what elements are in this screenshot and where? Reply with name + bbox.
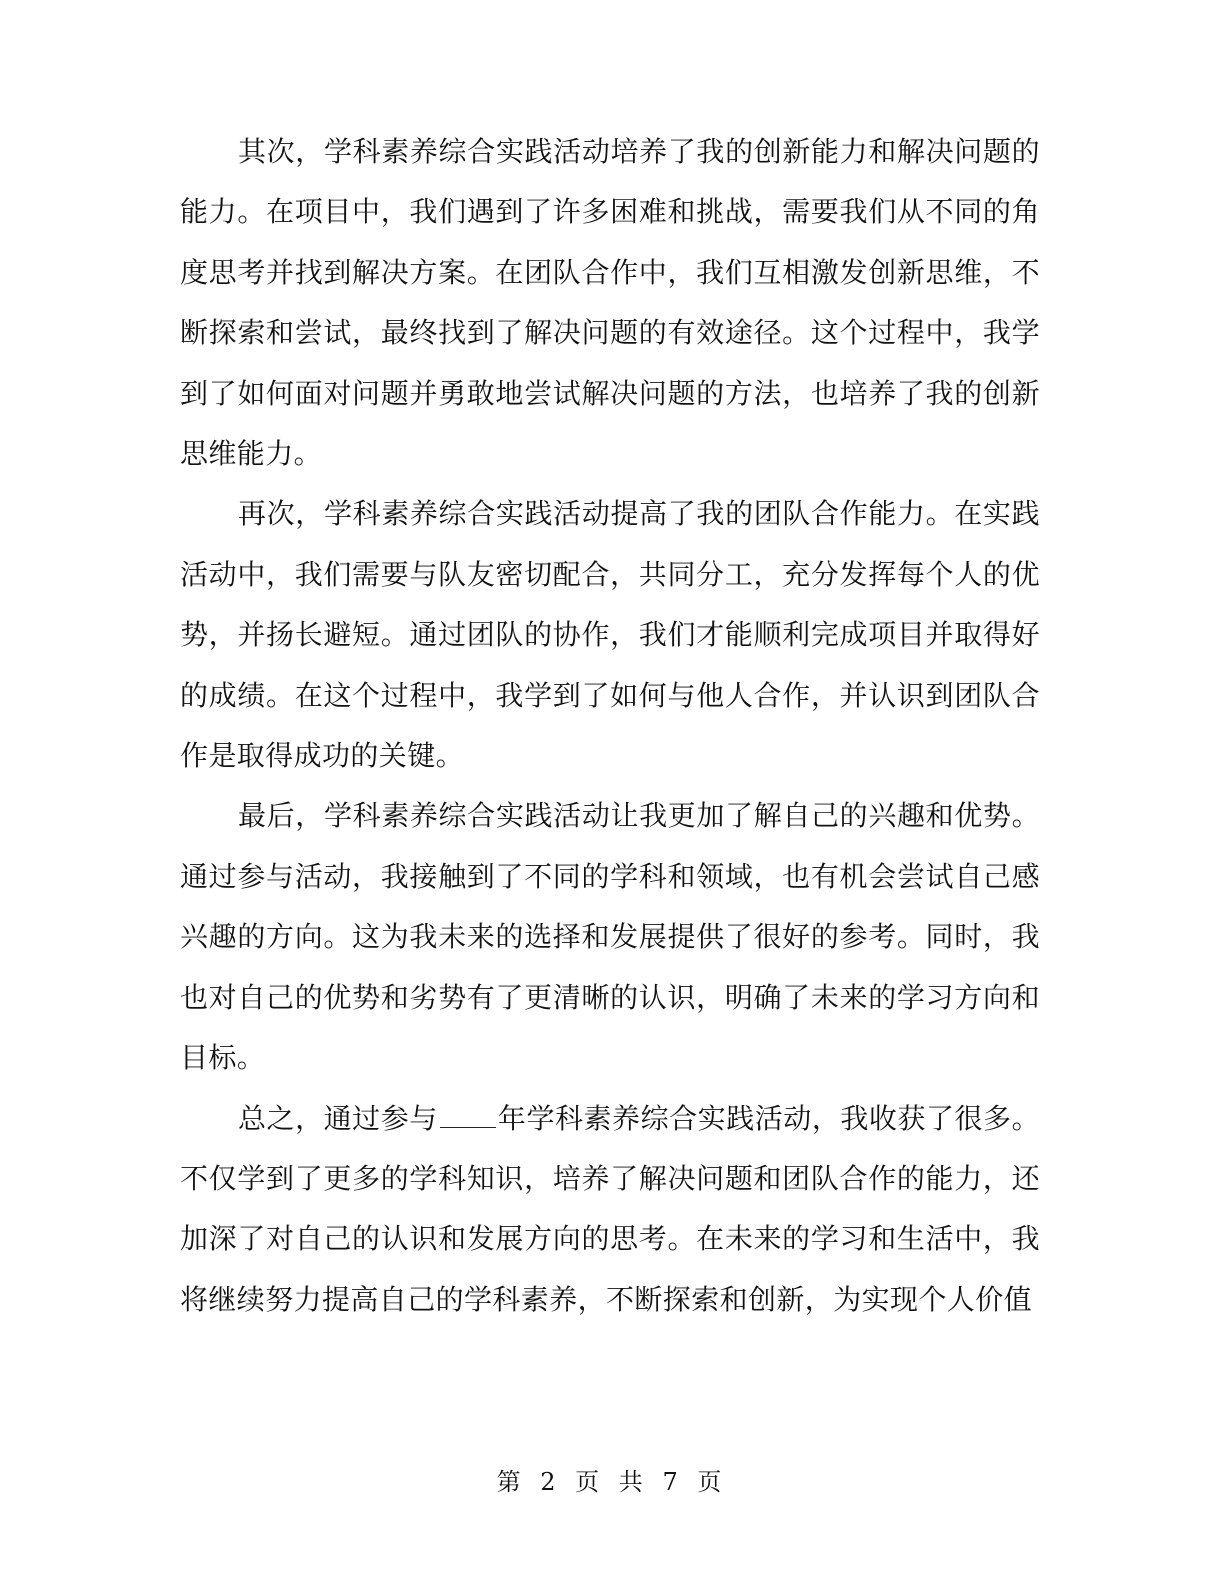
year-blank (440, 1105, 496, 1128)
conclusion-text-rest: 年学科素养综合实践活动，我收获了很多。不仅学到了更多的学科知识，培养了解决问题和团队合作的能力，还加深了对自己的认识和发展方向的思考。在未来的学习和生活中，我将继续努力提高自己的学科素养，不断探索和创新，为实现个人价值 (180, 1101, 1040, 1316)
conclusion-text-start: 总之，通过参与 (238, 1101, 438, 1135)
page-number-footer: 第 2 页 共 7 页 (496, 1468, 728, 1496)
paragraph-finally: 最后，学科素养综合实践活动让我更加了解自己的兴趣和优势。通过参与活动，我接触到了不同的学科和领域，也有机会尝试自己感兴趣的方向。这为我未来的选择和发展提供了很好的参考。同时，我也对自己的优势和劣势有了更清晰的认识，明确了未来的学习方向和目标。 (180, 799, 1040, 1075)
document-body (180, 122, 1040, 1330)
paragraph-secondly: 其次，学科素养综合实践活动培养了我的创新能力和解决问题的能力。在项目中，我们遇到了许多困难和挑战，需要我们从不同的角度思考并找到解决方案。在团队合作中，我们互相激发创新思维，不断探索和尝试，最终找到了解决问题的有效途径。这个过程中，我学到了如何面对问题并勇敢地尝试解决问题的方法，也培养了我的创新思维能力。 (180, 135, 1040, 471)
paragraph-conclusion (180, 1089, 1040, 1331)
paragraph-again: 再次，学科素养综合实践活动提高了我的团队合作能力。在实践活动中，我们需要与队友密切配合，共同分工，充分发挥每个人的优势，并扬长避短。通过团队的协作，我们才能顺利完成项目并取得好的成绩。在这个过程中，我学到了如何与他人合作，并认识到团队合作是取得成功的关键。 (180, 497, 1040, 773)
